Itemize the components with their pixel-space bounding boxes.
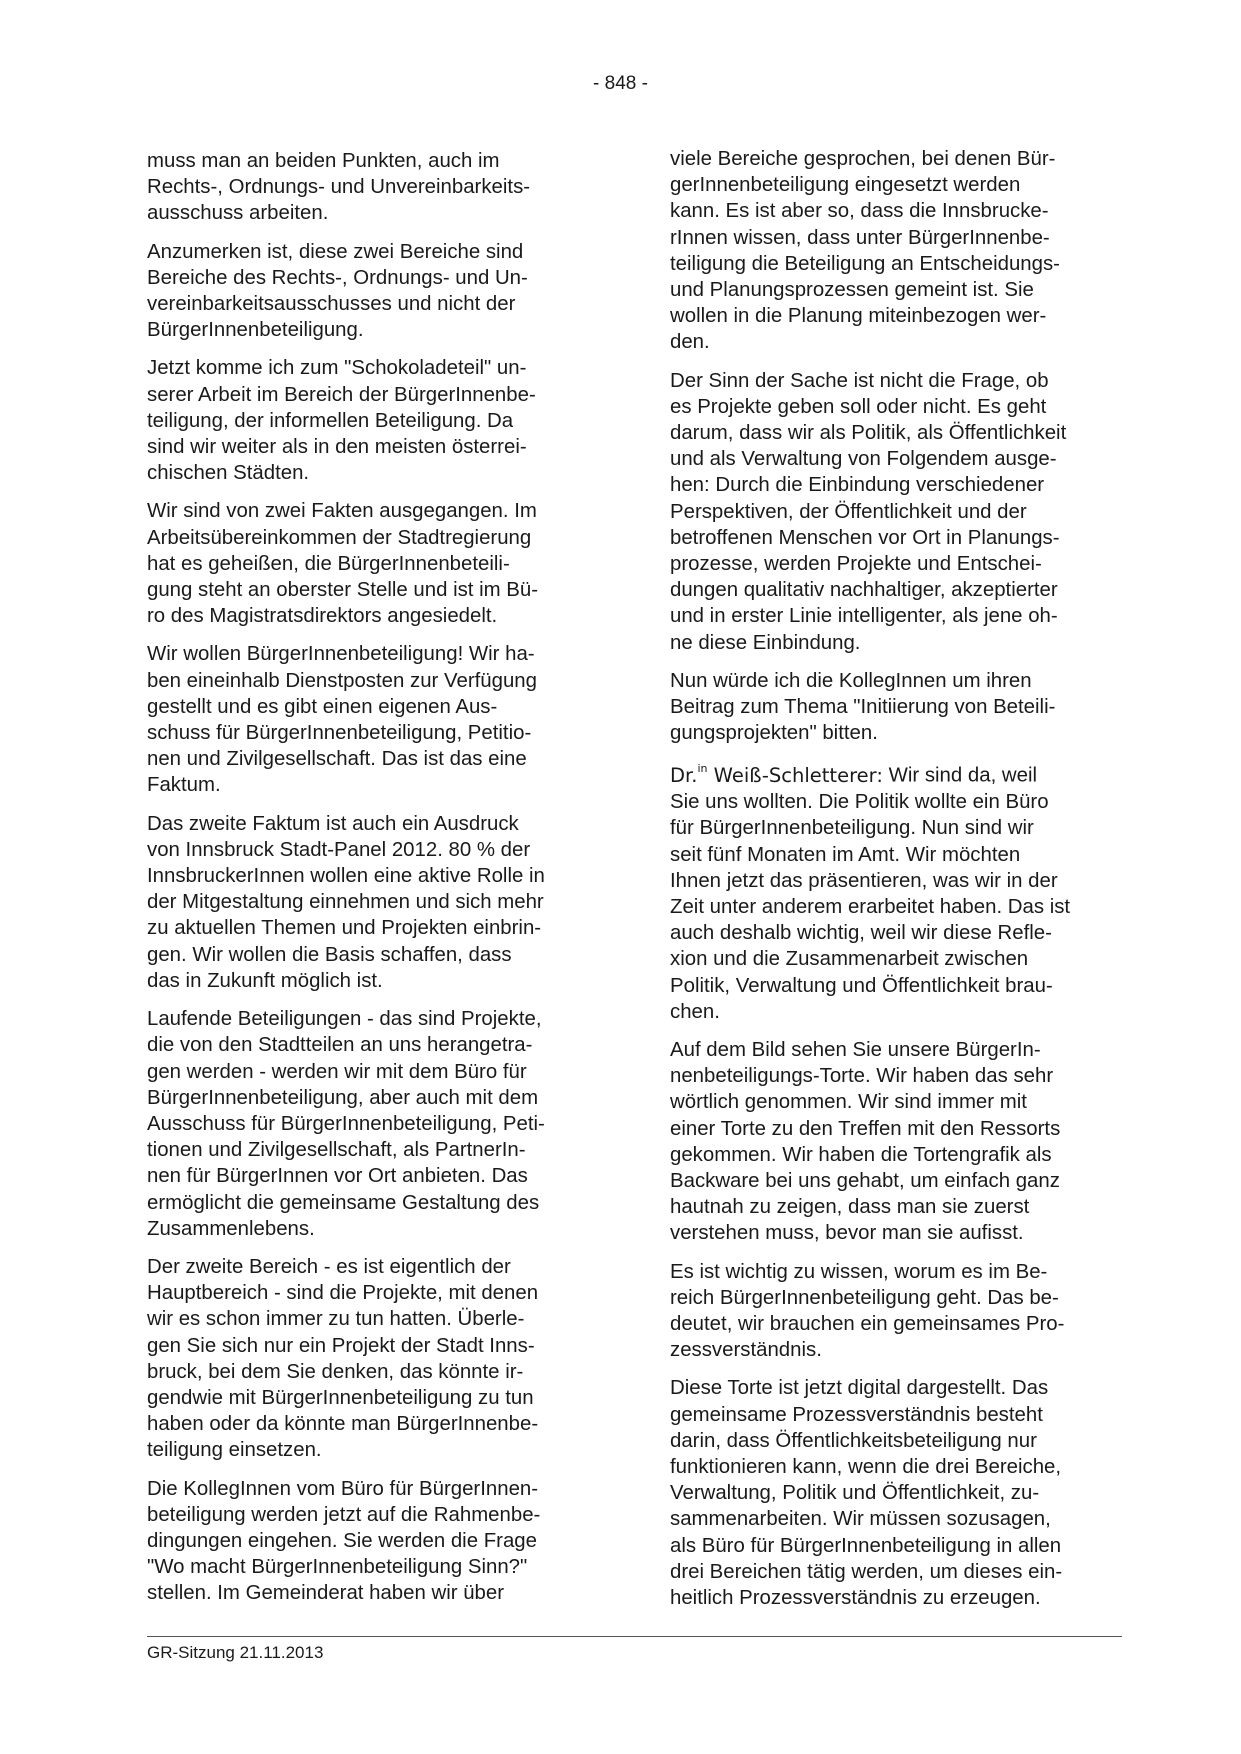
text-line: vereinbarkeitsausschusses und nicht der [147, 293, 516, 316]
text-line: und Planungsprozessen gemeint ist. Sie [670, 279, 1034, 302]
text-line: Wir wollen BürgerInnenbeteiligung! Wir ha- [147, 643, 535, 666]
text-line: gung steht an oberster Stelle und ist im Bü- [147, 579, 539, 602]
text-line: gerInnenbeteiligung eingesetzt werden [670, 174, 1021, 197]
text-line: darum, dass wir als Politik, als Öffentlichkeit [670, 422, 1067, 445]
speaker-name [670, 764, 883, 787]
text-line: BürgerInnenbeteiligung. [147, 319, 364, 342]
text-line: Das zweite Faktum ist auch ein Ausdruck [147, 812, 519, 835]
paragraph [147, 1254, 605, 1464]
paragraph [147, 498, 605, 629]
text-line: Anzumerken ist, diese zwei Bereiche sind [147, 240, 524, 263]
text-line: prozesse, werden Projekte und Entschei- [670, 553, 1042, 576]
text-line: beteiligung werden jetzt auf die Rahmenbe- [147, 1503, 541, 1526]
paragraph [147, 1476, 605, 1607]
paragraph [670, 668, 1128, 747]
text-line: wörtlich genommen. Wir sind immer mit [670, 1091, 1027, 1114]
text-line: Beitrag zum Thema "Initiierung von Beteili- [670, 696, 1056, 719]
text-line: nenbeteiligungs-Torte. Wir haben das sehr [670, 1065, 1054, 1088]
paragraph [670, 1259, 1128, 1364]
text-line: bruck, bei dem Sie denken, das könnte ir- [147, 1360, 524, 1383]
text-line: ne diese Einbindung. [670, 631, 861, 654]
text-line: ro des Magistratsdirektors angesiedelt. [147, 605, 498, 628]
text-line: und als Verwaltung von Folgendem ausge- [670, 448, 1057, 471]
speaker-title: Dr. [670, 763, 698, 787]
text-line: Jetzt komme ich zum "Schokoladeteil" un- [147, 357, 527, 380]
text-line: teiligung, der informellen Beteiligung. Da [147, 409, 514, 432]
text-line: heitlich Prozessverständnis zu erzeugen. [670, 1587, 1041, 1610]
text-line: den. [670, 331, 710, 354]
text-line: gemeinsame Prozessverständnis besteht [670, 1403, 1043, 1426]
text-line: wir es schon immer zu tun hatten. Überle- [147, 1308, 525, 1331]
text-line: gen Sie sich nur ein Projekt der Stadt Inns- [147, 1334, 535, 1357]
text-line: Die KollegInnen vom Büro für BürgerInnen- [147, 1477, 539, 1500]
paragraph [670, 1037, 1128, 1247]
text-line: gen werden - werden wir mit dem Büro für [147, 1060, 527, 1083]
text-line: gen. Wir wollen die Basis schaffen, dass [147, 943, 512, 966]
right-column [670, 146, 1128, 1623]
text-line: Auf dem Bild sehen Sie unsere BürgerIn- [670, 1039, 1041, 1061]
text-line: hen: Durch die Einbindung verschiedener [670, 474, 1045, 497]
text-line: drei Bereichen tätig werden, um dieses ein- [670, 1560, 1063, 1583]
text-line: Hauptbereich - sind die Projekte, mit denen [147, 1282, 539, 1305]
footer-divider [147, 1636, 1122, 1637]
text-line: viele Bereiche gesprochen, bei denen Bür- [670, 148, 1056, 170]
text-line: Diese Torte ist jetzt digital dargestellt. Das [670, 1377, 1049, 1400]
text-line: von Innsbruck Stadt-Panel 2012. 80 % der [147, 838, 531, 861]
text-line: für BürgerInnenbeteiligung. Nun sind wir [670, 817, 1034, 840]
text-line: stellen. Im Gemeinderat haben wir über [147, 1582, 505, 1605]
speaker-text-start: Wir sind da, weil [882, 764, 1038, 787]
text-line: die von den Stadtteilen an uns herangetra- [147, 1034, 533, 1057]
text-line: kann. Es ist aber so, dass die Innsbrucke- [670, 200, 1049, 223]
text-line: Wir sind von zwei Fakten ausgegangen. Im [147, 500, 537, 523]
text-line: Faktum. [147, 774, 221, 797]
text-line: Ihnen jetzt das präsentieren, was wir in der [670, 869, 1058, 892]
text-line: serer Arbeit im Bereich der BürgerInnenbe- [147, 383, 536, 406]
text-line: hautnah zu zeigen, dass man sie zuerst [670, 1196, 1030, 1219]
text-line: Backware bei uns gehabt, um einfach ganz [670, 1170, 1060, 1193]
text-line: seit fünf Monaten im Amt. Wir möchten [670, 843, 1021, 866]
text-line: chischen Städten. [147, 462, 310, 485]
text-line: zu aktuellen Themen und Projekten einbrin- [147, 917, 542, 940]
text-line: es Projekte geben soll oder nicht. Es geht [670, 395, 1047, 418]
text-line: reich BürgerInnenbeteiligung geht. Das be- [670, 1286, 1059, 1309]
text-line: teiligung die Beteiligung an Entscheidungs- [670, 252, 1060, 275]
text-line: tionen und Zivilgesellschaft, als PartnerIn- [147, 1139, 526, 1162]
text-line: Es ist wichtig zu wissen, worum es im Be- [670, 1260, 1048, 1283]
text-line: und in erster Linie intelligenter, als jene oh- [670, 605, 1058, 628]
text-line: Arbeitsübereinkommen der Stadtregierung [147, 526, 532, 549]
text-line: Zusammenlebens. [147, 1217, 315, 1240]
text-line: Politik, Verwaltung und Öffentlichkeit brau- [670, 974, 1053, 997]
text-line: gungsprojekten" bitten. [670, 722, 878, 745]
text-line: teiligung einsetzen. [147, 1439, 322, 1462]
paragraph [670, 146, 1128, 356]
text-line: "Wo macht BürgerInnenbeteiligung Sinn?" [147, 1556, 528, 1579]
speaker-text-rest [670, 789, 1128, 1025]
text-line: xion und die Zusammenarbeit zwischen [670, 948, 1029, 971]
text-line: darin, dass Öffentlichkeitsbeteiligung nur [670, 1429, 1037, 1452]
text-line: schuss für BürgerInnenbeteiligung, Petitio- [147, 722, 532, 745]
text-line: gendwie mit BürgerInnenbeteiligung zu tun [147, 1386, 534, 1409]
text-line: auch deshalb wichtig, weil wir diese Refle- [670, 922, 1052, 945]
text-line: rInnen wissen, dass unter BürgerInnenbe- [670, 226, 1050, 249]
text-line: hat es geheißen, die BürgerInnenbeteili- [147, 552, 510, 575]
text-line: zessverständnis. [670, 1339, 822, 1362]
text-line: Verwaltung, Politik und Öffentlichkeit, zu- [670, 1482, 1040, 1505]
text-line: sind wir weiter als in den meisten österrei- [147, 436, 527, 459]
left-column [147, 148, 605, 1619]
text-line: gekommen. Wir haben die Tortengrafik als [670, 1143, 1052, 1166]
paragraph [147, 1006, 605, 1242]
text-line: Sie uns wollten. Die Politik wollte ein Büro [670, 791, 1049, 814]
text-line: sammenarbeiten. Wir müssen sozusagen, [670, 1508, 1051, 1531]
text-line: funktionieren kann, wenn die drei Bereiche, [670, 1456, 1062, 1479]
text-line: nen und Zivilgesellschaft. Das ist das eine [147, 748, 527, 771]
text-line: einer Torte zu den Treffen mit den Ressorts [670, 1117, 1061, 1140]
text-line: verstehen muss, bevor man sie aufisst. [670, 1222, 1024, 1245]
text-line: der Mitgestaltung einnehmen und sich mehr [147, 891, 544, 914]
text-line: dungen qualitativ nachhaltiger, akzeptierter [670, 579, 1058, 602]
text-line: ben eineinhalb Dienstposten zur Verfügung [147, 669, 537, 692]
text-line: Nun würde ich die KollegInnen um ihren [670, 669, 1032, 692]
text-line: Zeit unter anderem erarbeitet haben. Das ist [670, 895, 1071, 918]
speaker-paragraph [670, 758, 1128, 1025]
speaker-line [670, 758, 1128, 789]
text-line: dingungen eingehen. Sie werden die Frage [147, 1529, 537, 1552]
text-line: wollen in die Planung miteinbezogen wer- [670, 305, 1047, 328]
text-line: das in Zukunft möglich ist. [147, 969, 383, 992]
paragraph [147, 148, 605, 227]
text-line: nen für BürgerInnen vor Ort anbieten. Das [147, 1165, 528, 1188]
text-line: Perspektiven, der Öffentlichkeit und der [670, 500, 1027, 523]
text-line: BürgerInnenbeteiligung, aber auch mit dem [147, 1086, 539, 1109]
text-line: InnsbruckerInnen wollen eine aktive Rolle in [147, 865, 545, 888]
text-line: Laufende Beteiligungen - das sind Projekte, [147, 1008, 542, 1031]
text-line: deutet, wir brauchen ein gemeinsames Pro- [670, 1313, 1065, 1336]
text-line: Bereiche des Rechts-, Ordnungs- und Un- [147, 266, 528, 289]
speaker-title-sup: in [697, 762, 708, 776]
page-number: - 848 - [593, 73, 648, 94]
text-line: Der zweite Bereich - es ist eigentlich der [147, 1255, 511, 1278]
text-line: muss man an beiden Punkten, auch im [147, 150, 500, 172]
text-line: als Büro für BürgerInnenbeteiligung in allen [670, 1534, 1062, 1557]
paragraph [147, 239, 605, 344]
text-line: chen. [670, 1000, 720, 1023]
text-line: ausschuss arbeiten. [147, 202, 329, 225]
speaker-surname: Weiß-Schletterer: [707, 763, 883, 787]
footer-text: GR-Sitzung 21.11.2013 [147, 1643, 324, 1662]
text-line: Der Sinn der Sache ist nicht die Frage, ob [670, 369, 1049, 392]
paragraph [670, 1375, 1128, 1611]
paragraph [670, 368, 1128, 656]
text-line: betroffenen Menschen vor Ort in Planungs- [670, 526, 1060, 549]
text-line: Rechts-, Ordnungs- und Unvereinbarkeits- [147, 176, 531, 199]
text-line: ermöglicht die gemeinsame Gestaltung des [147, 1191, 540, 1214]
text-line: gestellt und es gibt einen eigenen Aus- [147, 695, 498, 718]
text-line: Ausschuss für BürgerInnenbeteiligung, Peti- [147, 1112, 545, 1135]
paragraph [147, 355, 605, 486]
paragraph [147, 811, 605, 994]
text-line: haben oder da könnte man BürgerInnenbe- [147, 1413, 539, 1436]
paragraph [147, 641, 605, 798]
